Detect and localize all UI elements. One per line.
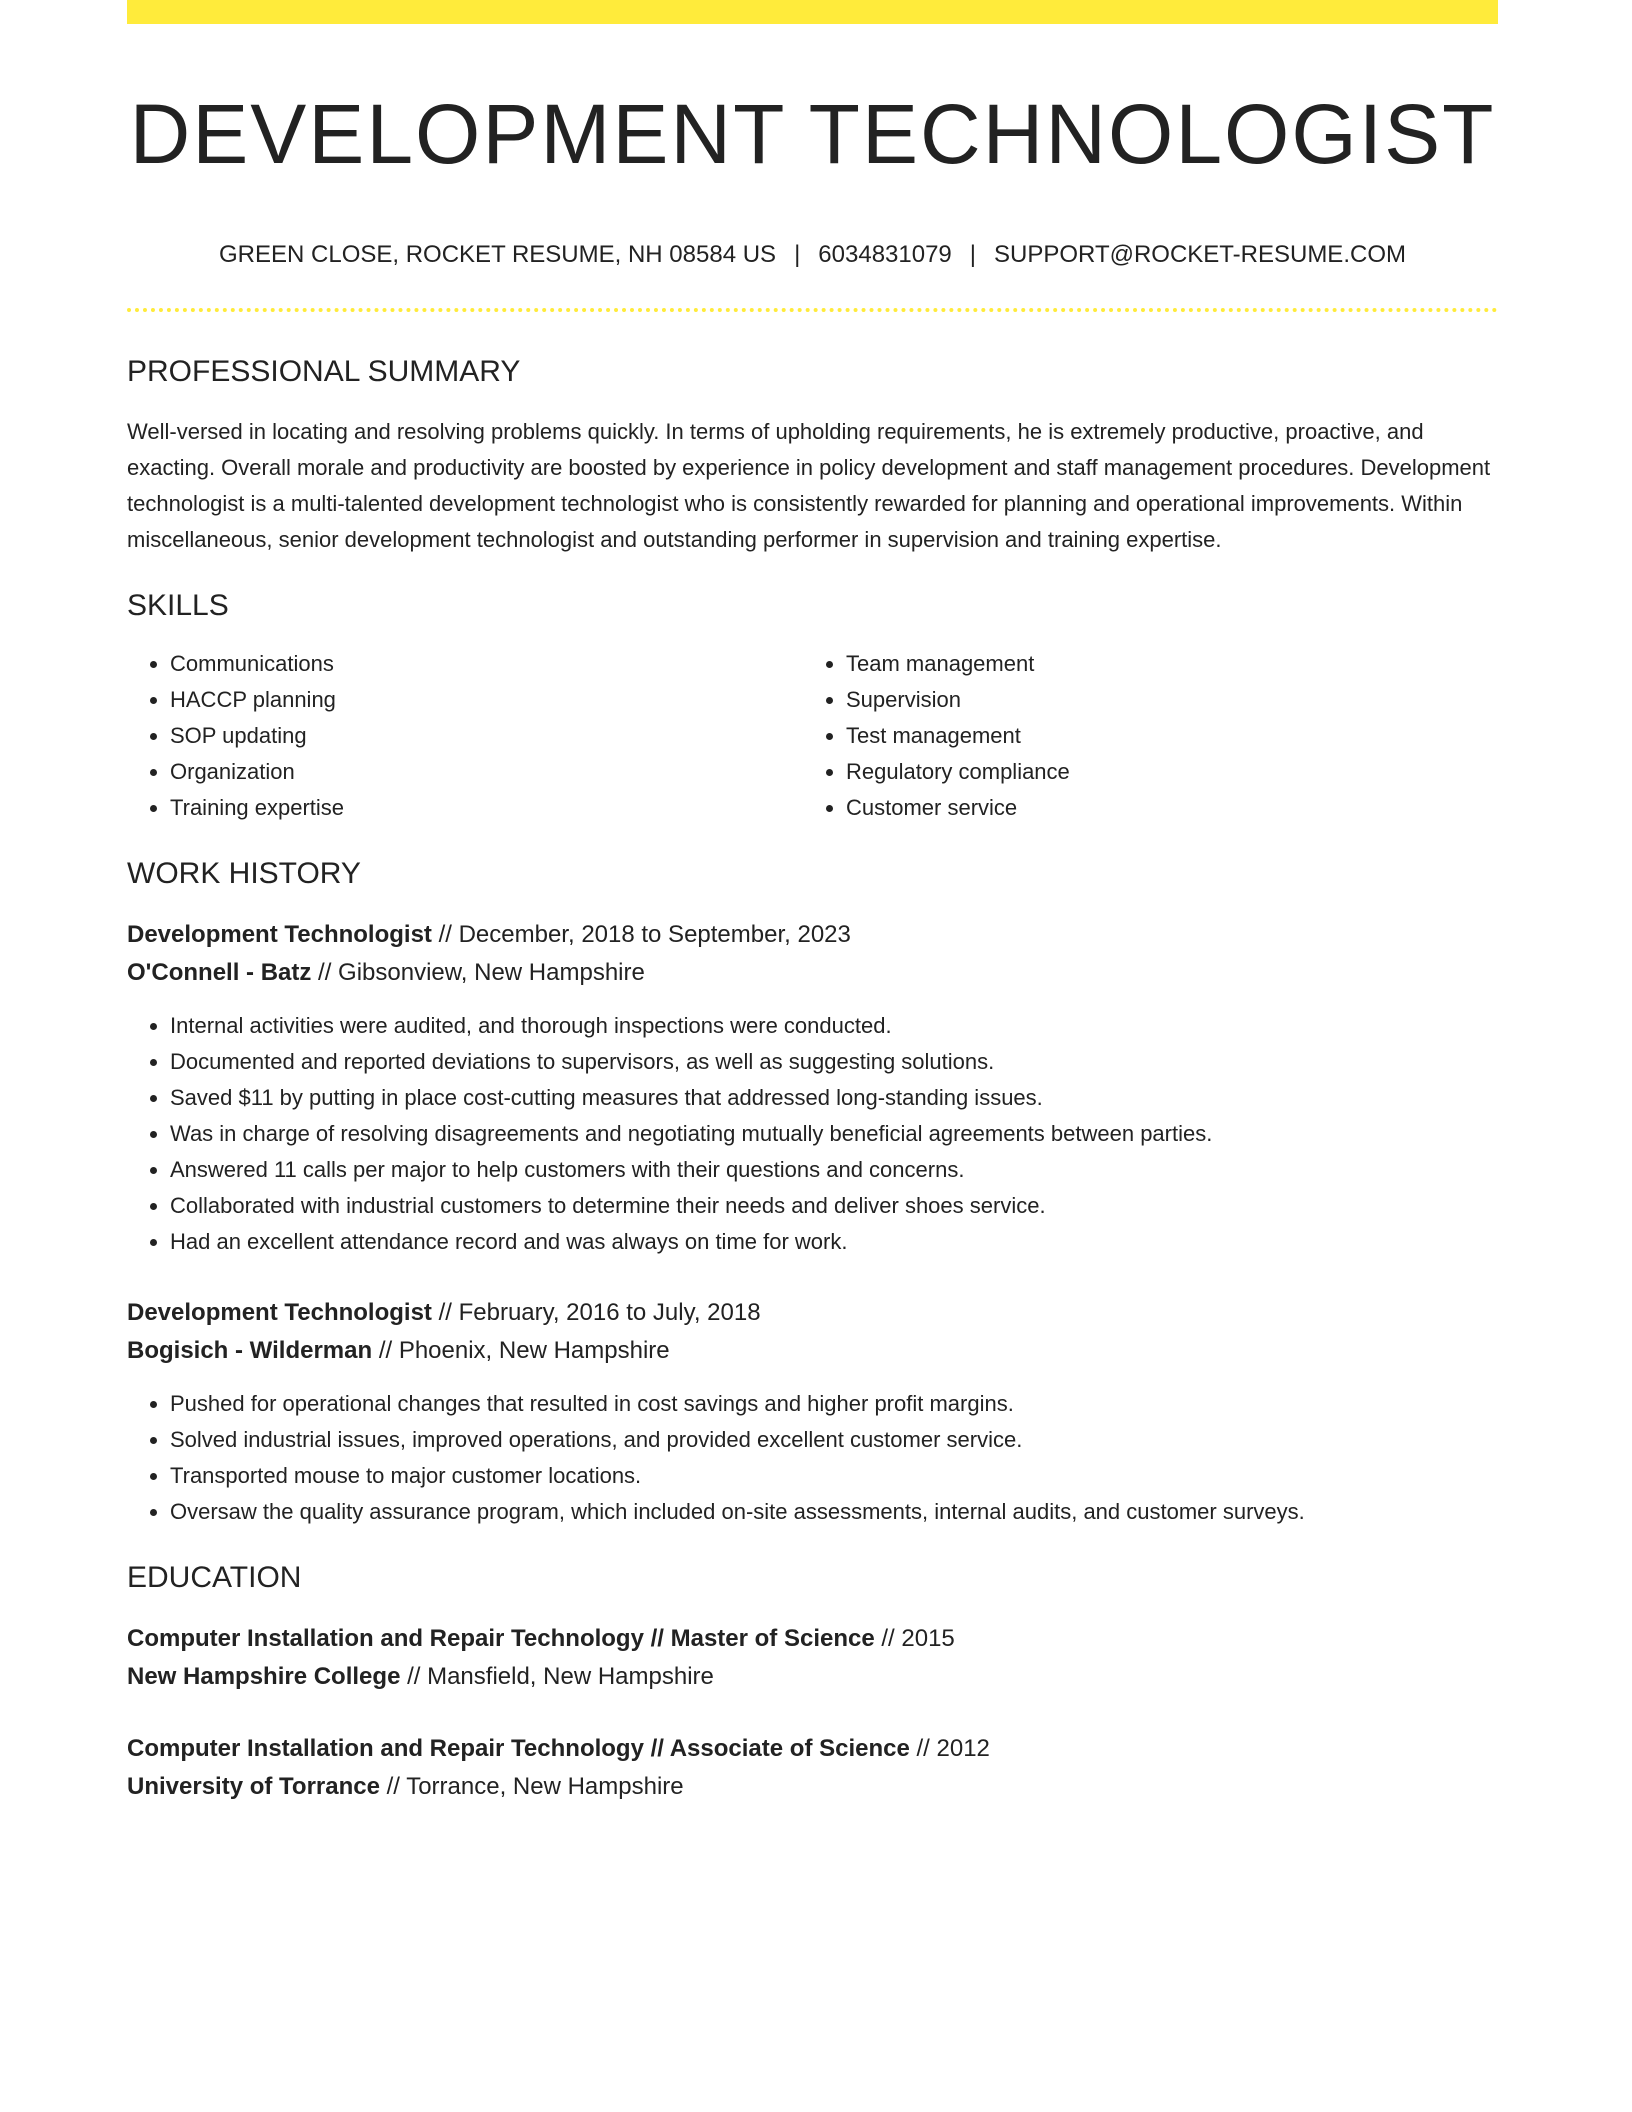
skill-item: • Communications bbox=[170, 646, 803, 682]
job-bullet: • Documented and reported deviations to supervisors, as well as suggesting solutions. bbox=[170, 1044, 1498, 1080]
job-title-line bbox=[127, 916, 1498, 954]
job-bullet: • Pushed for operational changes that resulted in cost savings and higher profit margins. bbox=[170, 1386, 1498, 1422]
job-location: // Phoenix, New Hampshire bbox=[372, 1336, 670, 1364]
job-bullet: • Internal activities were audited, and thorough inspections were conducted. bbox=[170, 1008, 1498, 1044]
education-degree-line bbox=[127, 1620, 1498, 1658]
job-company-line bbox=[127, 1332, 1498, 1370]
skill-item: • Team management bbox=[846, 646, 1479, 682]
education-school: New Hampshire College bbox=[127, 1662, 401, 1690]
job-title-line bbox=[127, 1294, 1498, 1332]
work-history-heading: WORK HISTORY bbox=[127, 856, 361, 890]
education-school-line bbox=[127, 1768, 1498, 1806]
contact-separator: | bbox=[794, 240, 801, 268]
job-bullet: • Had an excellent attendance record and was always on time for work. bbox=[170, 1224, 1498, 1260]
contact-line bbox=[127, 239, 1498, 270]
education-heading: EDUCATION bbox=[127, 1560, 302, 1594]
job-bullet: • Saved $11 by putting in place cost-cutting measures that addressed long-standing issues. bbox=[170, 1080, 1498, 1116]
job-role: Development Technologist bbox=[127, 920, 432, 948]
job-bullet: • Solved industrial issues, improved operations, and provided excellent customer service. bbox=[170, 1422, 1498, 1458]
job-dates: // February, 2016 to July, 2018 bbox=[431, 1298, 761, 1326]
skill-item: • Regulatory compliance bbox=[846, 754, 1479, 790]
job-bullets bbox=[127, 1386, 1498, 1530]
contact-email: SUPPORT@ROCKET-RESUME.COM bbox=[994, 240, 1406, 268]
summary-text: Well-versed in locating and resolving problems quickly. In terms of upholding requirements, he is extremely productive, proactive, and exacting. Overall morale and productivity are boosted by experience in policy development and staff management procedures. Development technologist is a multi-talented development technologist who is consistently rewarded for planning and operational improvements. Within miscellaneous, senior development technologist and outstanding performer in supervision and training expertise. bbox=[127, 418, 1491, 552]
education-degree: Computer Installation and Repair Technology // Master of Science bbox=[127, 1624, 875, 1652]
education-degree-line bbox=[127, 1730, 1498, 1768]
job-bullet: • Collaborated with industrial customers to determine their needs and deliver shoes service. bbox=[170, 1188, 1498, 1224]
contact-address: GREEN CLOSE, ROCKET RESUME, NH 08584 US bbox=[219, 240, 777, 268]
skill-item: • Organization bbox=[170, 754, 803, 790]
candidate-name: DEVELOPMENT TECHNOLOGIST bbox=[129, 87, 1496, 181]
job-bullet: • Oversaw the quality assurance program, which included on-site assessments, internal audits, and customer surveys. bbox=[170, 1494, 1498, 1530]
skill-item: • HACCP planning bbox=[170, 682, 803, 718]
job-location: // Gibsonview, New Hampshire bbox=[311, 958, 645, 986]
job-dates: // December, 2018 to September, 2023 bbox=[431, 920, 851, 948]
job-company: Bogisich - Wilderman bbox=[127, 1336, 373, 1364]
education-location: // Torrance, New Hampshire bbox=[379, 1772, 684, 1800]
job-bullet: • Transported mouse to major customer locations. bbox=[170, 1458, 1498, 1494]
education-location: // Mansfield, New Hampshire bbox=[400, 1662, 714, 1690]
skill-item: • Test management bbox=[846, 718, 1479, 754]
summary-heading: PROFESSIONAL SUMMARY bbox=[127, 354, 521, 388]
skills-list bbox=[127, 646, 1498, 826]
education-year: // 2015 bbox=[874, 1624, 955, 1652]
skill-item: • Customer service bbox=[846, 790, 1479, 826]
job-bullet: • Was in charge of resolving disagreements and negotiating mutually beneficial agreements between parties. bbox=[170, 1116, 1498, 1152]
education-school-line bbox=[127, 1658, 1498, 1696]
resume-page bbox=[127, 0, 1498, 1806]
skill-item: • SOP updating bbox=[170, 718, 803, 754]
job-bullet: • Answered 11 calls per major to help customers with their questions and concerns. bbox=[170, 1152, 1498, 1188]
education-degree: Computer Installation and Repair Technology // Associate of Science bbox=[127, 1734, 910, 1762]
job-company-line bbox=[127, 954, 1498, 992]
skill-item: • Training expertise bbox=[170, 790, 803, 826]
skills-column-left bbox=[127, 646, 803, 826]
header-divider bbox=[127, 308, 1498, 312]
skill-item: • Supervision bbox=[846, 682, 1479, 718]
job-role: Development Technologist bbox=[127, 1298, 432, 1326]
education-year: // 2012 bbox=[909, 1734, 990, 1762]
contact-separator: | bbox=[969, 240, 977, 268]
education-school: University of Torrance bbox=[127, 1772, 380, 1800]
job-bullets bbox=[127, 1008, 1498, 1260]
top-accent-bar bbox=[127, 0, 1498, 24]
skills-heading: SKILLS bbox=[127, 588, 229, 622]
skills-column-right bbox=[803, 646, 1479, 826]
job-company: O'Connell - Batz bbox=[127, 958, 312, 986]
contact-phone: 6034831079 bbox=[818, 240, 952, 268]
